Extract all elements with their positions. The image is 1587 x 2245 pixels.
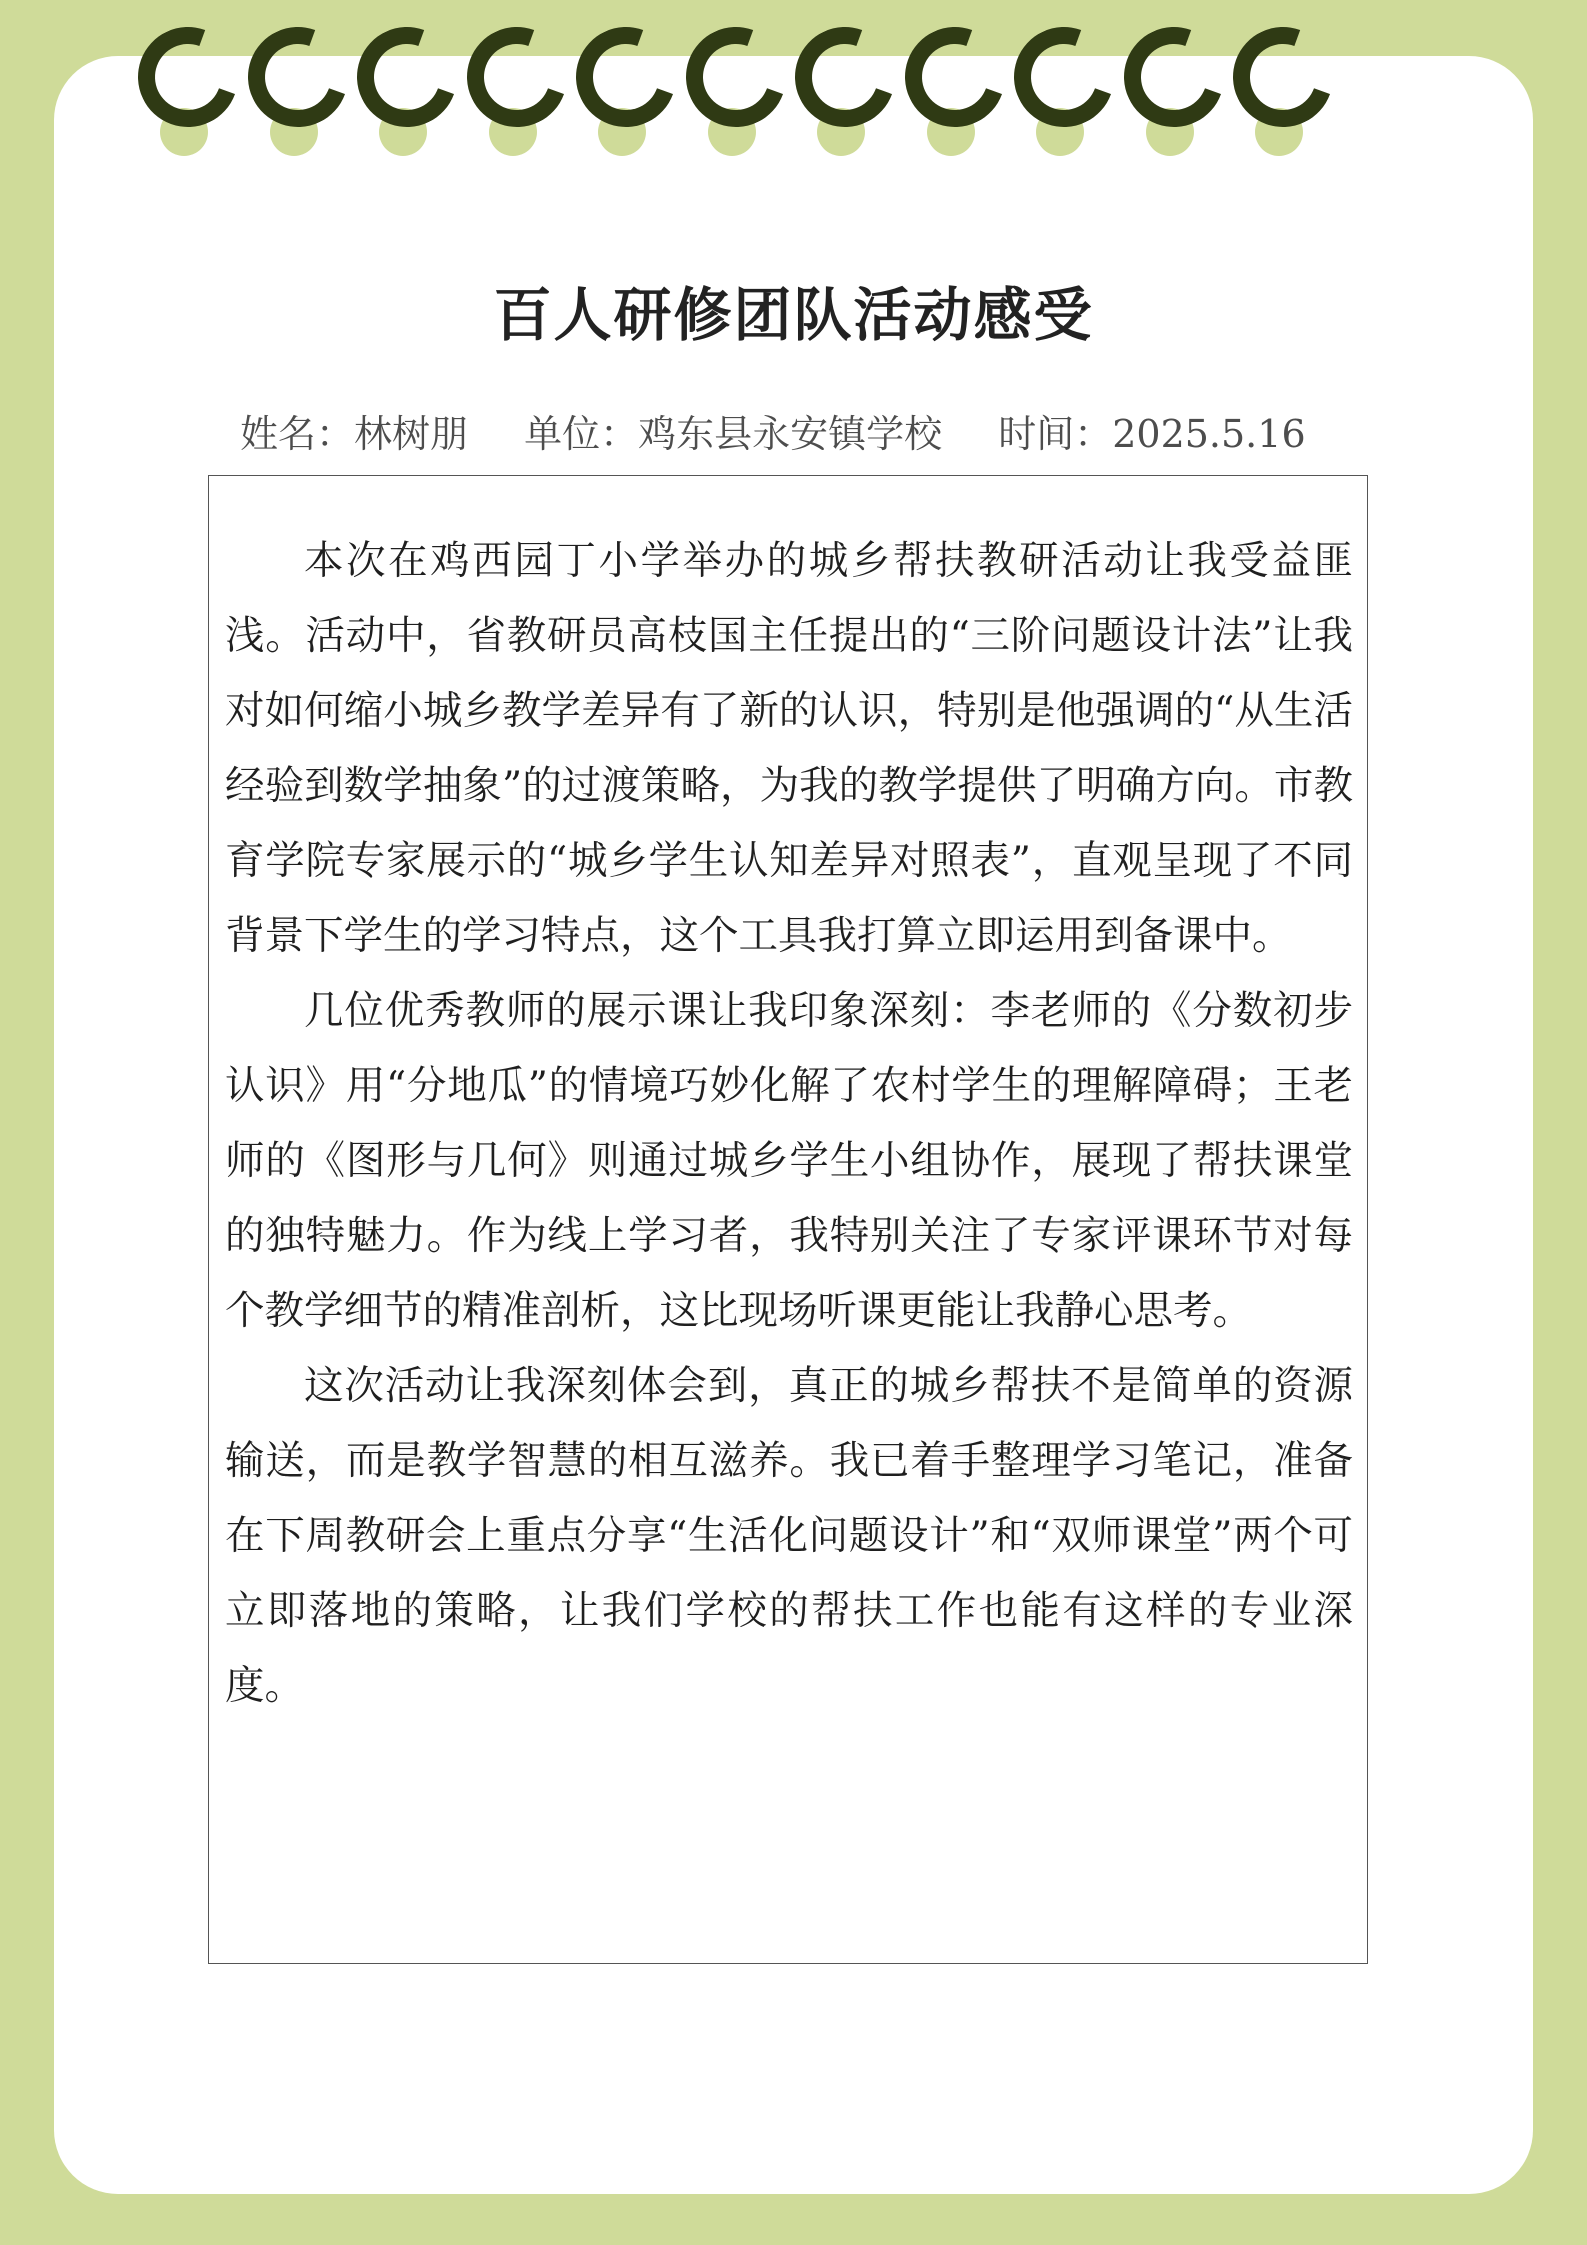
paragraph-2: 几位优秀教师的展示课让我印象深刻：李老师的《分数初步认识》用“分地瓜”的情境巧妙化解了农村学生的理解障碍；王老师的《图形与几何》则通过城乡学生小组协作，展现了帮扶课堂的独特魅力。作为线上学习者，我特别关注了专家评课环节对每个教学细节的精准剖析，这比现场听课更能让我静心思考。 xyxy=(225,988,1353,1334)
paragraph-3: 这次活动让我深刻体会到，真正的城乡帮扶不是简单的资源输送，而是教学智慧的相互滋养。我已着手整理学习笔记，准备在下周教研会上重点分享“生活化问题设计”和“双师课堂”两个可立即落地的策略，让我们学校的帮扶工作也能有这样的专业深度。 xyxy=(225,1363,1353,1709)
author-info xyxy=(240,403,1390,458)
author-date: 时间：2025.5.16 xyxy=(998,412,1306,456)
author-unit: 单位：鸡东县永安镇学校 xyxy=(524,412,943,456)
content-box xyxy=(208,475,1368,1964)
page-title: 百人研修团队活动感受 xyxy=(493,281,1094,349)
paragraph-1: 本次在鸡西园丁小学举办的城乡帮扶教研活动让我受益匪浅。活动中，省教研员高枝国主任提出的“三阶问题设计法”让我对如何缩小城乡教学差异有了新的认识，特别是他强调的“从生活经验到数学抽象”的过渡策略，为我的教学提供了明确方向。市教育学院专家展示的“城乡学生认知差异对照表”，直观呈现了不同背景下学生的学习特点，这个工具我打算立即运用到备课中。 xyxy=(225,538,1353,959)
author-name: 姓名：林树朋 xyxy=(240,412,469,456)
